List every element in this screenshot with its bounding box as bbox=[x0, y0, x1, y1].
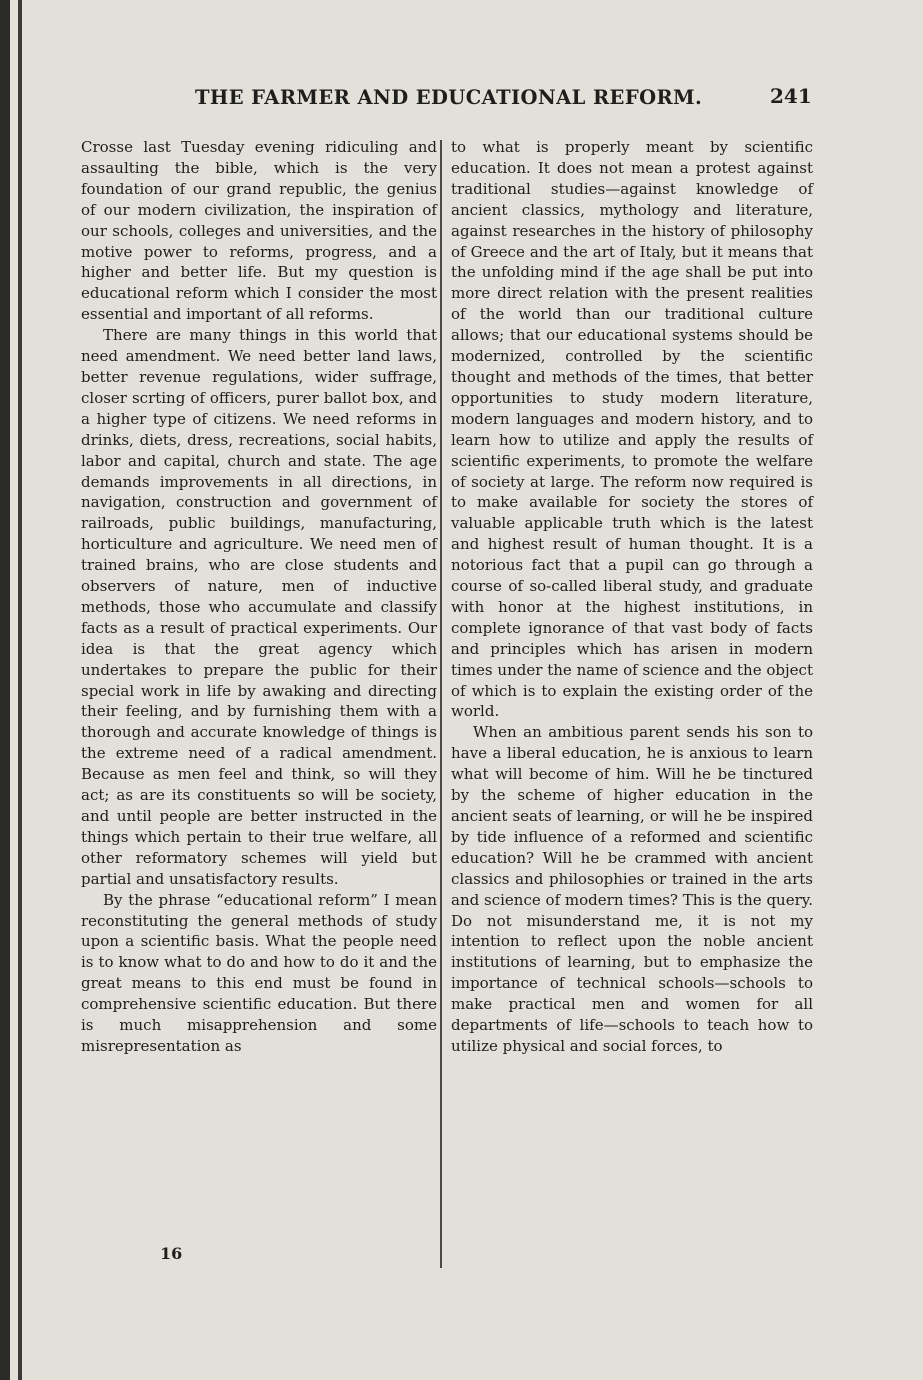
page-edge-shadow bbox=[0, 0, 10, 1380]
left-paragraph-2: There are many things in this world that need amendment. We need better land laws, better revenue regulations, wider suffrage, closer scrting of officers, purer ballot box, and a higher type of citizens. We need reforms in drinks, diets, dress, recreations, social habits, labor and capital, church and state. The age demands improvements in all directions, in navigation, construction and government of railroads, public buildings, manufacturing, horticulture and agriculture. We need men of trained brains, who are close students and observers of nature, men of inductive methods, those who accumulate and classify facts as a result of practical experiments. Our idea is that the great agency which undertakes to prepare the public for their special work in life by awaking and directing their feeling, and by furnishing them with a thorough and accurate knowledge of things is the extreme need of a radical amendment. Because as men feel and think, so will they act; as are its constituents so will be society, and until people are better instructed in the things which pertain to their true welfare, all other reformatory schemes will yield but partial and unsatisfactory results. bbox=[81, 326, 437, 888]
left-paragraph-1: Crosse last Tuesday evening ridiculing and assaulting the bible, which is the very foundation of our grand republic, the genius of our modern civilization, the inspiration of our schools, colleges and universities, and the motive power to reforms, progress, and a higher and better life. But my question is educational reform which I consider the most essential and important of all reforms. bbox=[81, 138, 437, 324]
left-column bbox=[81, 137, 437, 1057]
right-column bbox=[451, 137, 813, 1057]
page-number: 241 bbox=[770, 84, 812, 108]
running-head-title: THE FARMER AND EDUCATIONAL REFORM. bbox=[195, 86, 703, 109]
right-paragraph-1: to what is properly meant by scientific education. It does not mean a protest against traditional studies—against knowledge of ancient classics, mythology and literature, against researches in the history of philosophy of Greece and the art of Italy, but it means that the unfolding mind if the age shall be put into more direct relation with the present realities of the world than our traditional culture allows; that our educational systems should be modernized, controlled by the scientific thought and methods of the times, that better opportunities to study modern literature, modern languages and modern history, and to learn how to utilize and apply the results of scientific experiments, to promote the welfare of society at large. The reform now required is to make available for society the stores of valuable applicable truth which is the latest and highest result of human thought. It is a notorious fact that a pupil can go through a course of so-called liberal study, and graduate with honor at the highest institutions, in complete ignorance of that vast body of facts and principles which has arisen in modern times under the name of science and the object of which is to explain the existing order of the world. bbox=[451, 138, 813, 721]
column-divider bbox=[440, 140, 442, 1268]
left-paragraph-3: By the phrase “educational reform” I mean reconstituting the general methods of study upon a scientific basis. What the people need is to know what to do and how to do it and the great means to this end must be found in comprehensive scientific education. But there is much misapprehension and some misrepresentation as bbox=[81, 890, 437, 1055]
binding-line bbox=[18, 0, 22, 1380]
signature-mark: 16 bbox=[160, 1244, 183, 1263]
right-paragraph-2: When an ambitious parent sends his son to have a liberal education, he is anxious to learn what will become of him. Will he be tinctured by the scheme of higher education in the ancient seats of learning, or will he be inspired by tide influence of a reformed and scientific education? Will he be crammed with ancient classics and philosophies or trained in the arts and science of modern times? This is the query. Do not misunderstand me, it is not my intention to reflect upon the noble ancient institutions of learning, but to emphasize the importance of technical schools—schools to make practical men and women for all departments of life—schools to teach how to utilize physical and social forces, to bbox=[451, 723, 813, 1055]
